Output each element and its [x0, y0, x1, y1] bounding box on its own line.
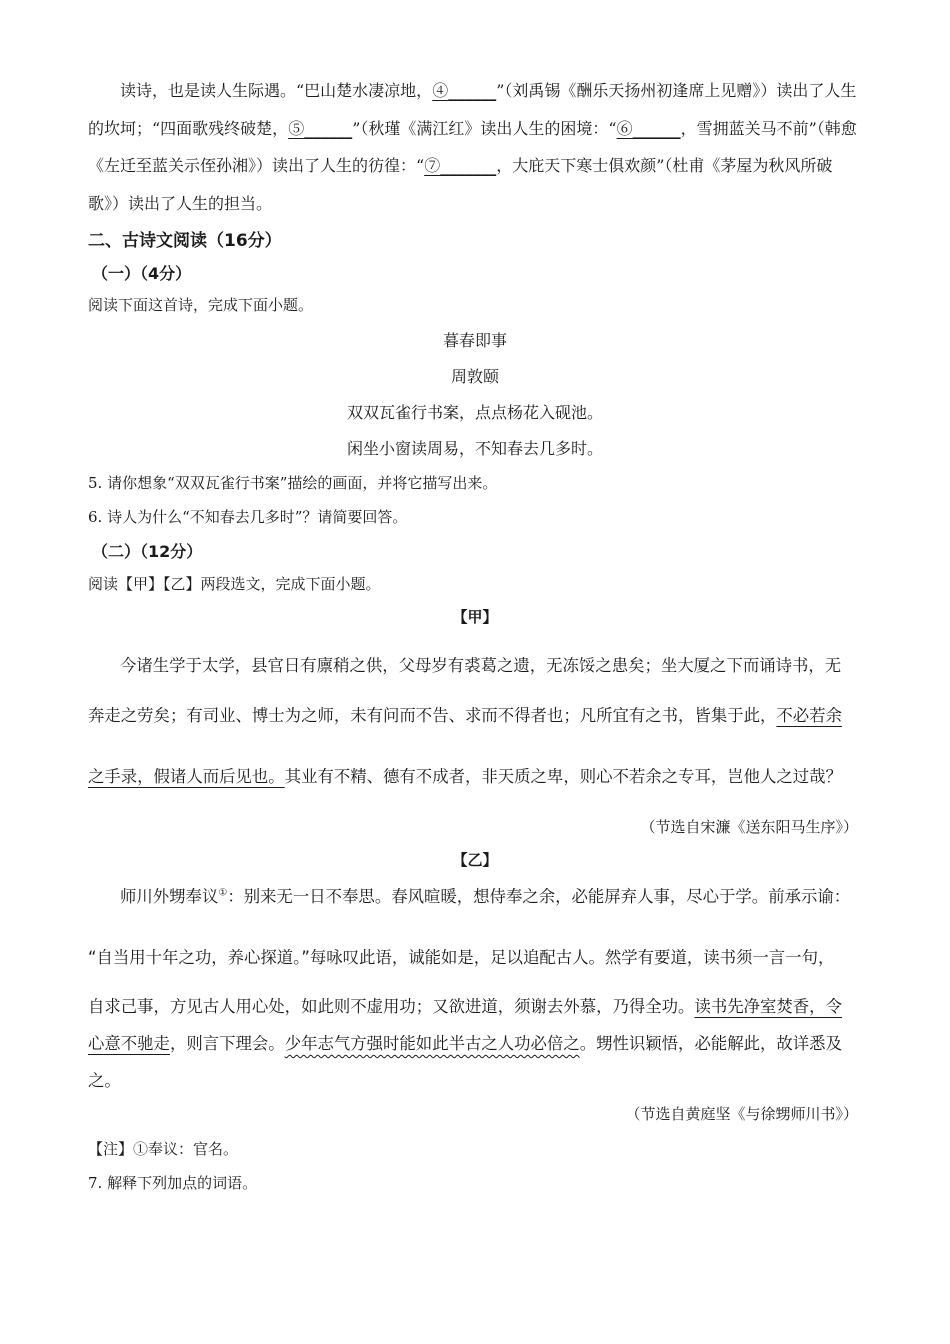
passage-yi-line-4 [88, 1030, 868, 1054]
question-5: 5. 请你想象“双双瓦雀行书案”描绘的画面，并将它描写出来。 [88, 474, 498, 492]
blank-4: ④______ [432, 81, 497, 100]
yi-wavy-underlined-sentence: 少年志气方强时能如此半古之人功必倍之 [284, 1034, 580, 1053]
poem-author: 周敦颐 [450, 367, 499, 386]
passage-jia-line-3 [88, 763, 868, 787]
passage-jia-label: 【甲】 [452, 608, 498, 626]
blank-6: ⑥______ [616, 118, 681, 138]
footnote: 【注】①奉议：官名。 [88, 1140, 239, 1158]
passage-jia-line-2 [88, 702, 868, 726]
passage-yi-line-2: “自当用十年之功，养心探道。”每咏叹此语，诚能如是，足以追配古人。然学有要道，读书须一言一句， [88, 948, 835, 967]
jia-underlined-sentence-start: 不必若余 [776, 706, 842, 725]
yi-underlined-sentence-end: 心意不驰走 [88, 1034, 170, 1053]
poetry-text-1: 读诗，也是读人生际遇。“巴山楚水凄凉地， [120, 81, 433, 100]
jia-underlined-sentence-end: 之手录，假诸人而后见也。 [88, 767, 285, 786]
passage-yi-label: 【乙】 [452, 851, 498, 869]
poetry-fill-paragraph [88, 72, 860, 222]
passage-yi-source: （节选自黄庭坚《与徐甥师川书》） [625, 1105, 858, 1123]
passage-yi-line-1 [120, 883, 900, 907]
passage-yi-line-5: 之。 [88, 1071, 121, 1090]
section-2-title: 二、古诗文阅读（16分） [88, 231, 282, 251]
part-1-title: （一）（4分） [92, 264, 192, 283]
poetry-text-3: ”（秋瑾《满江红》读出人生的困境：“ [352, 118, 617, 138]
blank-7: ⑦_______ [424, 156, 497, 175]
question-7: 7. 解释下列加点的词语。 [88, 1174, 258, 1192]
blank-5: ⑤______ [288, 118, 353, 138]
passage-jia-line-1: 今诸生学于太学，县官日有廪稍之供，父母岁有裘葛之遗，无冻馁之患矣；坐大厦之下而诵诗书，无 [120, 656, 842, 675]
part-2-title: （二）（12分） [92, 542, 203, 561]
poetry-text-4: ，雪拥蓝关马不前”（韩愈《左迁至蓝关示侄孙湘》）读出了人生的彷徨：“ [88, 118, 857, 175]
footnote-marker: ① [218, 887, 228, 899]
yi-line-1-text-b: ：别来无一日不奉思。春风暄暖，想侍奉之余，必能屏弃人事，尽心于学。前承示谕： [227, 887, 851, 906]
jia-line-2-text: 奔走之劳矣；有司业、博士为之师，未有问而不告、求而不得者也；凡所宜有之书，皆集于此， [88, 706, 777, 725]
poetry-text-5: ，大庇天下寒士俱欢颜”（杜甫《茅屋为秋风所破歌》）读出了人生的担当。 [88, 156, 833, 213]
passage-yi-line-3 [88, 993, 868, 1017]
yi-underlined-sentence-start: 读书先净室焚香，令 [694, 997, 842, 1016]
yi-line-3-text: 自求己事，方见古人用心处，如此则不虚用功；又欲进道，须谢去外慕，乃得全功。 [88, 997, 695, 1016]
yi-line-4-text-b: 。甥性识颖悟，必能解此，故详悉及 [579, 1034, 842, 1053]
poem-line-1: 双双瓦雀行书案，点点杨花入砚池。 [346, 403, 603, 422]
question-6: 6. 诗人为什么“不知春去几多时”？请简要回答。 [88, 508, 408, 526]
yi-line-1-text-a: 师川外甥奉议 [120, 887, 219, 906]
passage-jia-source: （节选自宋濂《送东阳马生序》） [640, 818, 858, 836]
part-1-instruction: 阅读下面这首诗，完成下面小题。 [88, 296, 314, 314]
poetry-text-2: ”（刘禹锡《酬乐天扬州初逢席上见赠》）读出了人生的坎坷；“四面歌残终破楚， [88, 81, 857, 138]
jia-line-3-text: 其业有不精、德有不成者，非天质之卑，则心不若余之专耳，岂他人之过哉？ [284, 767, 842, 786]
yi-line-4-text-a: ，则言下理会。 [169, 1034, 285, 1053]
poem-line-2: 闲坐小窗读周易，不知春去几多时。 [346, 439, 603, 458]
part-2-instruction: 阅读【甲】【乙】两段选文，完成下面小题。 [88, 575, 381, 593]
poem-title: 暮春即事 [442, 331, 507, 350]
